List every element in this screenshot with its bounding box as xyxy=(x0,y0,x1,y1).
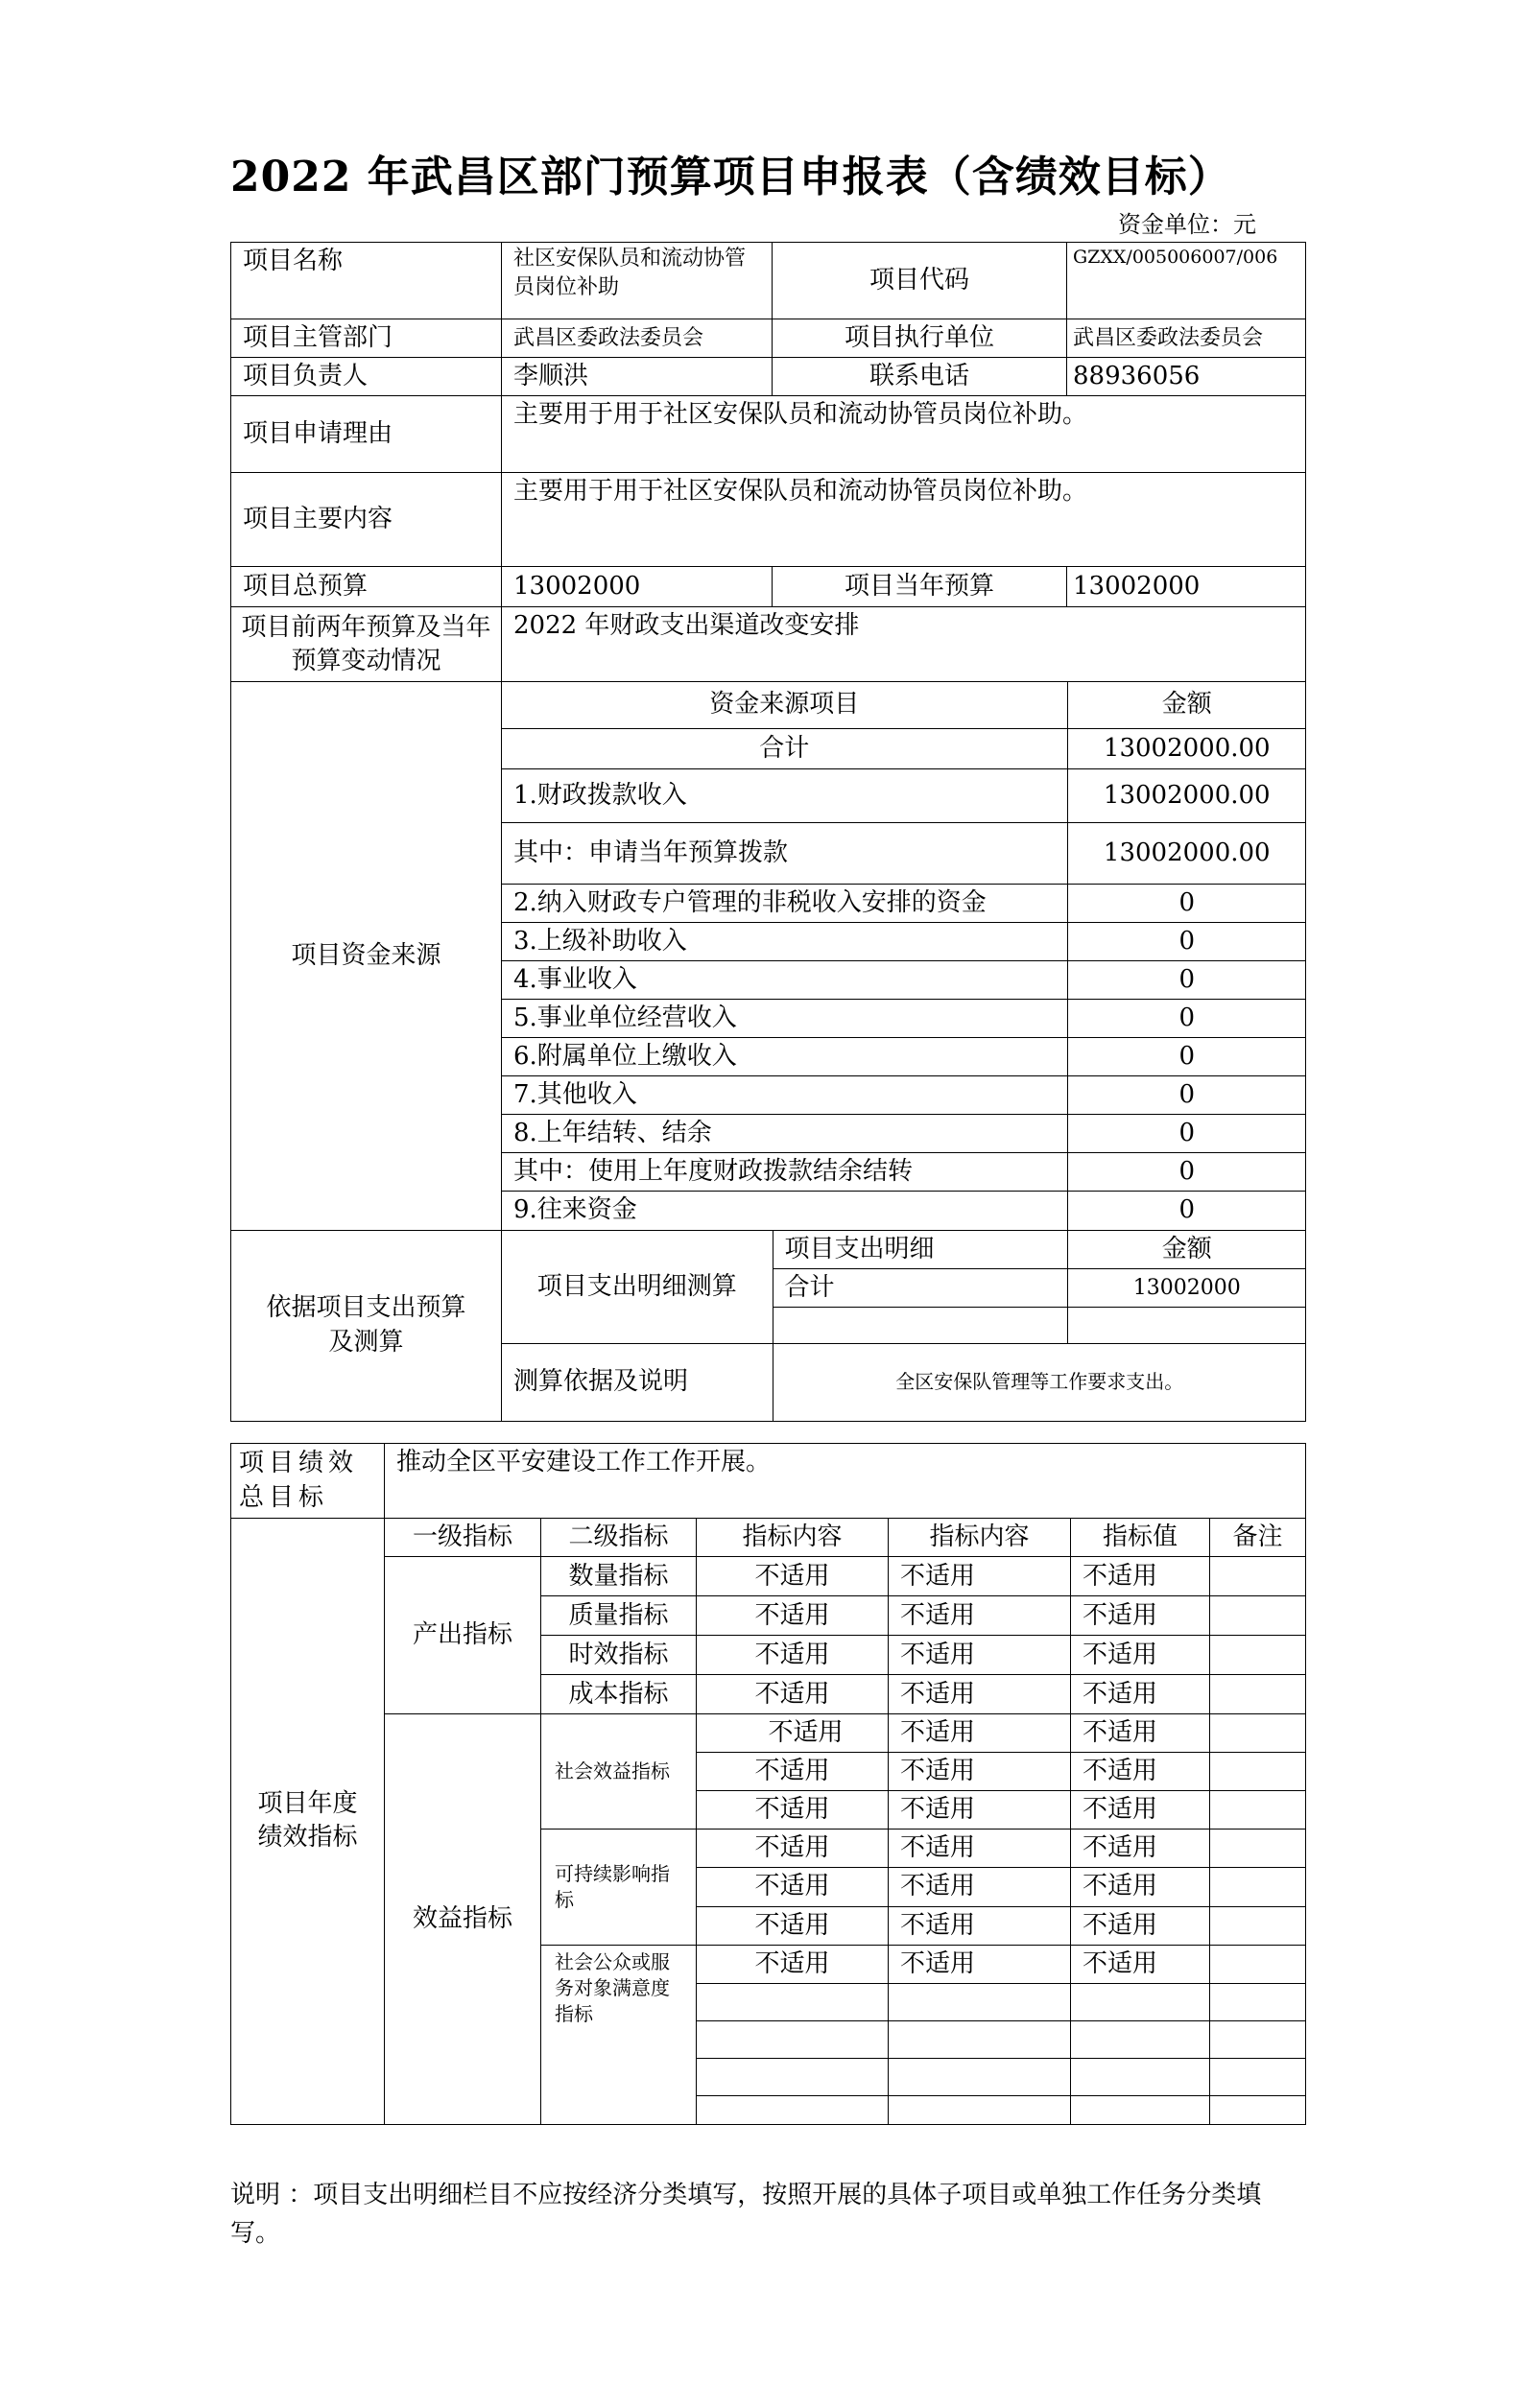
budget-change-value: 2022 年财政支出渠道改变安排 xyxy=(502,607,1306,682)
header-remark: 备注 xyxy=(1210,1519,1306,1557)
funding-row-amount: 13002000.00 xyxy=(1067,768,1306,822)
indicator-value: 不适用 xyxy=(1071,1791,1210,1830)
remark-cell xyxy=(1210,2095,1306,2124)
header-content: 指标内容 xyxy=(889,1519,1071,1557)
indicator-value: 不适用 xyxy=(1071,1557,1210,1596)
project-name-label: 项目名称 xyxy=(231,243,502,319)
empty-cell xyxy=(697,1983,889,2020)
expense-basis-label: 依据项目支出预算及测算 xyxy=(231,1230,502,1421)
performance-table xyxy=(230,1443,1306,2125)
footnote: 说明 ：项目支出明细栏目不应按经济分类填写，按照开展的具体子项目或单独工作任务分类填写。 xyxy=(230,2181,1262,2249)
indicator-content: 不适用 xyxy=(889,1636,1071,1675)
expense-cell xyxy=(502,1230,1306,1421)
empty-cell xyxy=(1071,1983,1210,2020)
header-value: 指标值 xyxy=(1071,1519,1210,1557)
empty-cell xyxy=(1071,2058,1210,2095)
indicator-value: 不适用 xyxy=(1071,1753,1210,1791)
funding-row-amount: 13002000.00 xyxy=(1067,822,1306,884)
expense-empty-cell xyxy=(773,1308,1067,1344)
page-title: 2022 年武昌区部门预算项目申报表（含绩效目标） xyxy=(230,153,1231,201)
indicator-content: 不适用 xyxy=(889,1675,1071,1714)
empty-cell xyxy=(697,2058,889,2095)
remark-cell xyxy=(1210,2058,1306,2095)
funding-row-item: 5.事业单位经营收入 xyxy=(502,999,1067,1037)
funding-header-item: 资金来源项目 xyxy=(502,682,1067,728)
level2-indicator: 成本指标 xyxy=(541,1675,697,1714)
indicator-content: 不适用 xyxy=(889,1557,1071,1596)
funding-row-amount: 0 xyxy=(1067,999,1306,1037)
social-benefit-label: 社会效益指标 xyxy=(541,1714,697,1830)
empty-cell xyxy=(889,2058,1071,2095)
indicator-content: 不适用 xyxy=(889,1714,1071,1753)
funding-row-item: 2.纳入财政专户管理的非税收入安排的资金 xyxy=(502,884,1067,922)
expense-total-item: 合计 xyxy=(773,1269,1067,1308)
remark-cell xyxy=(1210,1868,1306,1906)
funding-header-amount: 金额 xyxy=(1067,682,1306,728)
total-budget-value: 13002000 xyxy=(502,567,773,607)
empty-cell xyxy=(1071,2095,1210,2124)
reason-label: 项目申请理由 xyxy=(231,396,502,473)
funding-row-amount: 0 xyxy=(1067,884,1306,922)
indicator-content: 不适用 xyxy=(697,1596,889,1636)
expense-detail-label: 项目支出明细测算 xyxy=(502,1231,773,1344)
remark-cell xyxy=(1210,2020,1306,2058)
indicator-content: 不适用 xyxy=(889,1753,1071,1791)
level2-indicator: 时效指标 xyxy=(541,1636,697,1675)
dept-label: 项目主管部门 xyxy=(231,319,502,358)
content-value: 主要用于用于社区安保队员和流动协管员岗位补助。 xyxy=(502,473,1306,567)
remark-cell xyxy=(1210,1945,1306,1983)
indicator-content: 不适用 xyxy=(697,1636,889,1675)
indicator-content: 不适用 xyxy=(889,1791,1071,1830)
indicator-value: 不适用 xyxy=(1071,1868,1210,1906)
indicator-content: 不适用 xyxy=(697,1557,889,1596)
satisfaction-label: 社会公众或服务对象满意度指标 xyxy=(541,1945,697,2124)
empty-cell xyxy=(697,2095,889,2124)
indicator-value: 不适用 xyxy=(1071,1636,1210,1675)
calc-basis-value: 全区安保队管理等工作要求支出。 xyxy=(895,1370,1184,1394)
indicator-value: 不适用 xyxy=(1071,1675,1210,1714)
remark-cell xyxy=(1210,1906,1306,1945)
reason-value: 主要用于用于社区安保队员和流动协管员岗位补助。 xyxy=(502,396,1306,473)
sustainable-impact-label: 可持续影响指标 xyxy=(541,1830,697,1945)
funding-row-amount: 0 xyxy=(1067,1153,1306,1192)
expense-total-amount: 13002000 xyxy=(1067,1269,1306,1308)
project-name-value: 社区安保队员和流动协管员岗位补助 xyxy=(502,243,773,319)
phone-value: 88936056 xyxy=(1067,358,1306,396)
exec-unit-label: 项目执行单位 xyxy=(773,319,1067,358)
indicator-content: 不适用 xyxy=(697,1675,889,1714)
funding-row-item: 其中：申请当年预算拨款 xyxy=(502,822,1067,884)
owner-value: 李顺洪 xyxy=(502,358,773,396)
indicator-value: 不适用 xyxy=(1071,1596,1210,1636)
exec-unit-value: 武昌区委政法委员会 xyxy=(1067,319,1306,358)
level2-indicator: 质量指标 xyxy=(541,1596,697,1636)
header-level2: 二级指标 xyxy=(541,1519,697,1557)
owner-label: 项目负责人 xyxy=(231,358,502,396)
output-indicator-label: 产出指标 xyxy=(385,1557,541,1714)
empty-cell xyxy=(889,2020,1071,2058)
indicator-content: 不适用 xyxy=(697,1906,889,1945)
funding-cell xyxy=(502,682,1306,1230)
funding-row-item: 9.往来资金 xyxy=(502,1192,1067,1230)
year-budget-label: 项目当年预算 xyxy=(773,567,1067,607)
funding-row-item: 1.财政拨款收入 xyxy=(502,768,1067,822)
goal-value: 推动全区平安建设工作工作开展。 xyxy=(385,1444,1306,1519)
funding-source-label: 项目资金来源 xyxy=(231,682,502,1230)
funding-row-amount: 0 xyxy=(1067,1076,1306,1115)
indicator-content: 不适用 xyxy=(697,1753,889,1791)
indicator-content: 不适用 xyxy=(697,1868,889,1906)
funding-row-item: 合计 xyxy=(502,728,1067,768)
funding-row-item: 6.附属单位上缴收入 xyxy=(502,1038,1067,1076)
funding-row-item: 其中：使用上年度财政拨款结余结转 xyxy=(502,1153,1067,1192)
remark-cell xyxy=(1210,1830,1306,1868)
indicator-value: 不适用 xyxy=(1071,1906,1210,1945)
expense-col-amount: 金额 xyxy=(1067,1231,1306,1269)
funding-row-amount: 0 xyxy=(1067,1115,1306,1153)
funding-row-item: 3.上级补助收入 xyxy=(502,922,1067,960)
content-label: 项目主要内容 xyxy=(231,473,502,567)
remark-cell xyxy=(1210,1983,1306,2020)
indicator-value: 不适用 xyxy=(1071,1830,1210,1868)
project-code-label: 项目代码 xyxy=(773,243,1067,319)
currency-unit: 资金单位：元 xyxy=(1118,211,1256,238)
expense-empty-cell xyxy=(1067,1308,1306,1344)
indicator-content: 不适用 xyxy=(889,1830,1071,1868)
annual-indicators-label: 项目年度绩效指标 xyxy=(231,1519,385,2125)
remark-cell xyxy=(1210,1636,1306,1675)
empty-cell xyxy=(889,1983,1071,2020)
phone-label: 联系电话 xyxy=(773,358,1067,396)
header-content: 指标内容 xyxy=(697,1519,889,1557)
funding-table xyxy=(502,682,1306,1229)
remark-cell xyxy=(1210,1675,1306,1714)
remark-cell xyxy=(1210,1557,1306,1596)
funding-row-amount: 0 xyxy=(1067,960,1306,999)
funding-row-item: 8.上年结转、结余 xyxy=(502,1115,1067,1153)
indicator-content: 不适用 xyxy=(889,1906,1071,1945)
year-budget-value: 13002000 xyxy=(1067,567,1306,607)
goal-label: 项目绩效总目标 xyxy=(231,1444,385,1519)
indicator-content: 不适用 xyxy=(889,1596,1071,1636)
funding-row-item: 4.事业收入 xyxy=(502,960,1067,999)
total-budget-label: 项目总预算 xyxy=(231,567,502,607)
budget-change-label: 项目前两年预算及当年预算变动情况 xyxy=(231,607,502,682)
empty-cell xyxy=(889,2095,1071,2124)
expense-table xyxy=(502,1231,1306,1421)
indicator-content: 不适用 xyxy=(697,1830,889,1868)
funding-row-item: 7.其他收入 xyxy=(502,1076,1067,1115)
indicator-content: 不适用 xyxy=(697,1714,889,1753)
expense-col-item: 项目支出明细 xyxy=(773,1231,1067,1269)
funding-row-amount: 13002000.00 xyxy=(1067,728,1306,768)
indicator-content: 不适用 xyxy=(697,1791,889,1830)
benefit-indicator-label: 效益指标 xyxy=(385,1714,541,2125)
dept-value: 武昌区委政法委员会 xyxy=(502,319,773,358)
remark-cell xyxy=(1210,1753,1306,1791)
indicator-value: 不适用 xyxy=(1071,1945,1210,1983)
project-code-value: GZXX/005006007/006 xyxy=(1067,243,1306,319)
level2-indicator: 数量指标 xyxy=(541,1557,697,1596)
header-level1: 一级指标 xyxy=(385,1519,541,1557)
funding-row-amount: 0 xyxy=(1067,1038,1306,1076)
remark-cell xyxy=(1210,1714,1306,1753)
empty-cell xyxy=(697,2020,889,2058)
remark-cell xyxy=(1210,1791,1306,1830)
indicator-value: 不适用 xyxy=(1071,1714,1210,1753)
remark-cell xyxy=(1210,1596,1306,1636)
indicator-content: 不适用 xyxy=(889,1945,1071,1983)
funding-row-amount: 0 xyxy=(1178,1195,1196,1225)
empty-cell xyxy=(1071,2020,1210,2058)
indicator-content: 不适用 xyxy=(889,1868,1071,1906)
indicator-content: 不适用 xyxy=(697,1945,889,1983)
funding-row-amount: 0 xyxy=(1067,922,1306,960)
calc-basis-label: 测算依据及说明 xyxy=(502,1344,773,1421)
application-table xyxy=(230,242,1306,1422)
